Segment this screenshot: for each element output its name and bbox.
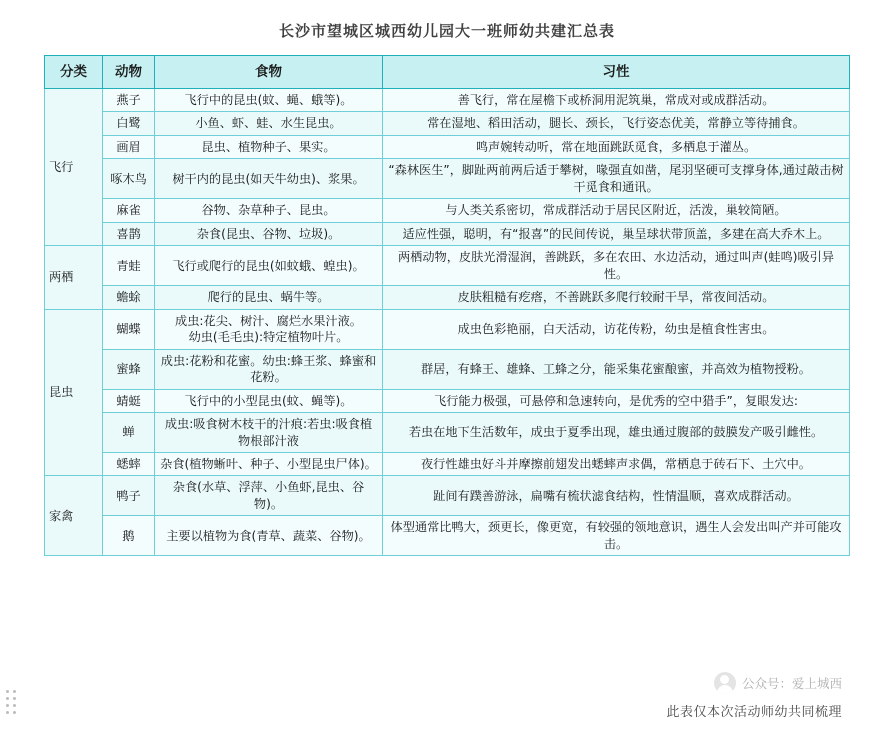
- cell-habit: 善飞行，常在屋檐下或桥洞用泥筑巢，常成对或成群活动。: [383, 89, 850, 112]
- cell-category: 家禽: [45, 476, 103, 556]
- footer-note: 此表仅本次活动师幼共同梳理: [666, 705, 842, 720]
- cell-food: 飞行中的小型昆虫(蚊、蝇等)。: [155, 389, 383, 412]
- cell-category: 昆虫: [45, 309, 103, 476]
- table-row: [45, 286, 850, 309]
- cell-animal: 白鹭: [103, 112, 155, 135]
- summary-table: [44, 55, 850, 556]
- table-row: [45, 349, 850, 389]
- cell-food: 成虫:吸食树木枝干的汁痕:若虫:吸食植物根部汁液: [155, 413, 383, 453]
- column-header-food: 食物: [155, 56, 383, 89]
- table-row: [45, 452, 850, 475]
- cell-habit: “森林医生”，脚趾两前两后适于攀树，喙强直如凿，尾羽坚硬可支撑身体,通过敲击树干觅食和通讯。: [383, 159, 850, 199]
- table-row: [45, 135, 850, 158]
- table-row: [45, 222, 850, 245]
- table-row: [45, 413, 850, 453]
- table-row: [45, 112, 850, 135]
- drag-dots-icon: [6, 690, 20, 716]
- cell-habit: 适应性强，聪明，有“报喜”的民间传说，巢呈球状带顶盖，多建在高大乔木上。: [383, 222, 850, 245]
- cell-food: 爬行的昆虫、蜗牛等。: [155, 286, 383, 309]
- table-body: [45, 89, 850, 556]
- cell-habit: 常在湿地、稻田活动，腿长、颈长，飞行姿态优美，常静立等待捕食。: [383, 112, 850, 135]
- cell-habit: 成虫色彩艳丽，白天活动，访花传粉，幼虫是植食性害虫。: [383, 309, 850, 349]
- cell-food: 飞行或爬行的昆虫(如蚊蛾、蝗虫)。: [155, 246, 383, 286]
- cell-animal: 啄木鸟: [103, 159, 155, 199]
- table-row: [45, 389, 850, 412]
- cell-food: 昆虫、植物种子、果实。: [155, 135, 383, 158]
- column-header-animal: 动物: [103, 56, 155, 89]
- watermark-text: 公众号：爱上城西: [741, 676, 842, 691]
- cell-food: 杂食(昆虫、谷物、垃圾)。: [155, 222, 383, 245]
- column-header-habit: 习性: [383, 56, 850, 89]
- cell-habit: 两栖动物，皮肤光滑湿润，善跳跃，多在农田、水边活动，通过叫声(蛙鸣)吸引异性。: [383, 246, 850, 286]
- cell-food: 谷物、杂草种子、昆虫。: [155, 199, 383, 222]
- cell-animal: 蜻蜓: [103, 389, 155, 412]
- cell-food: 小鱼、虾、蛙、水生昆虫。: [155, 112, 383, 135]
- table-row: [45, 516, 850, 556]
- table-row: [45, 476, 850, 516]
- cell-food: 成虫:花粉和花蜜。幼虫:蜂王浆、蜂蜜和花粉。: [155, 349, 383, 389]
- cell-animal: 喜鹊: [103, 222, 155, 245]
- cell-animal: 燕子: [103, 89, 155, 112]
- cell-habit: 趾间有蹼善游泳，扁嘴有梳状滤食结构，性情温顺，喜欢成群活动。: [383, 476, 850, 516]
- cell-food: 成虫:花尖、树汁、腐烂水果汁液。 幼虫(毛毛虫):特定植物叶片。: [155, 309, 383, 349]
- cell-animal: 蟋蟀: [103, 452, 155, 475]
- cell-category: 飞行: [45, 89, 103, 246]
- table-row: [45, 199, 850, 222]
- table-row: [45, 89, 850, 112]
- cell-food: 杂食(水草、浮萍、小鱼虾,昆虫、谷物)。: [155, 476, 383, 516]
- table-row: [45, 309, 850, 349]
- avatar-icon: [714, 672, 736, 694]
- cell-habit: 鸣声婉转动听，常在地面跳跃觅食，多栖息于灌丛。: [383, 135, 850, 158]
- cell-habit: 若虫在地下生活数年，成虫于夏季出现，雄虫通过腹部的鼓膜发产吸引雌性。: [383, 413, 850, 453]
- table-row: [45, 246, 850, 286]
- summary-table-container: [44, 55, 850, 556]
- cell-food: 主要以植物为食(青草、蔬菜、谷物)。: [155, 516, 383, 556]
- cell-animal: 麻雀: [103, 199, 155, 222]
- cell-food: 树干内的昆虫(如天牛幼虫)、浆果。: [155, 159, 383, 199]
- cell-animal: 蟾蜍: [103, 286, 155, 309]
- page-title: 长沙市望城区城西幼儿园大一班师幼共建汇总表: [278, 22, 615, 40]
- cell-habit: 群居，有蜂王、雄蜂、工蜂之分，能采集花蜜酿蜜，并高效为植物授粉。: [383, 349, 850, 389]
- cell-category: 两栖: [45, 246, 103, 309]
- cell-animal: 蝴蝶: [103, 309, 155, 349]
- cell-habit: 体型通常比鸭大，颈更长，像更宽，有较强的领地意识，遇生人会发出叫产并可能攻击。: [383, 516, 850, 556]
- table-row: [45, 159, 850, 199]
- cell-food: 杂食(植物蜥叶、种子、小型昆虫尸体)。: [155, 452, 383, 475]
- cell-food: 飞行中的昆虫(蚊、蝇、蛾等)。: [155, 89, 383, 112]
- cell-habit: 与人类关系密切，常成群活动于居民区附近，活泼，巢较简陋。: [383, 199, 850, 222]
- cell-animal: 鹅: [103, 516, 155, 556]
- watermark: [714, 672, 842, 694]
- cell-habit: 夜行性雄虫好斗并摩擦前翅发出蟋蟀声求偶，常栖息于砖石下、土穴中。: [383, 452, 850, 475]
- column-header-category: 分类: [45, 56, 103, 89]
- cell-habit: 飞行能力极强，可悬停和急速转向，是优秀的空中猎手”，复眼发达:: [383, 389, 850, 412]
- cell-habit: 皮肤粗糙有疙瘩，不善跳跃多爬行较耐干旱，常夜间活动。: [383, 286, 850, 309]
- cell-animal: 画眉: [103, 135, 155, 158]
- table-header-row: [45, 56, 850, 89]
- cell-animal: 蝉: [103, 413, 155, 453]
- cell-animal: 蜜蜂: [103, 349, 155, 389]
- cell-animal: 青蛙: [103, 246, 155, 286]
- cell-animal: 鸭子: [103, 476, 155, 516]
